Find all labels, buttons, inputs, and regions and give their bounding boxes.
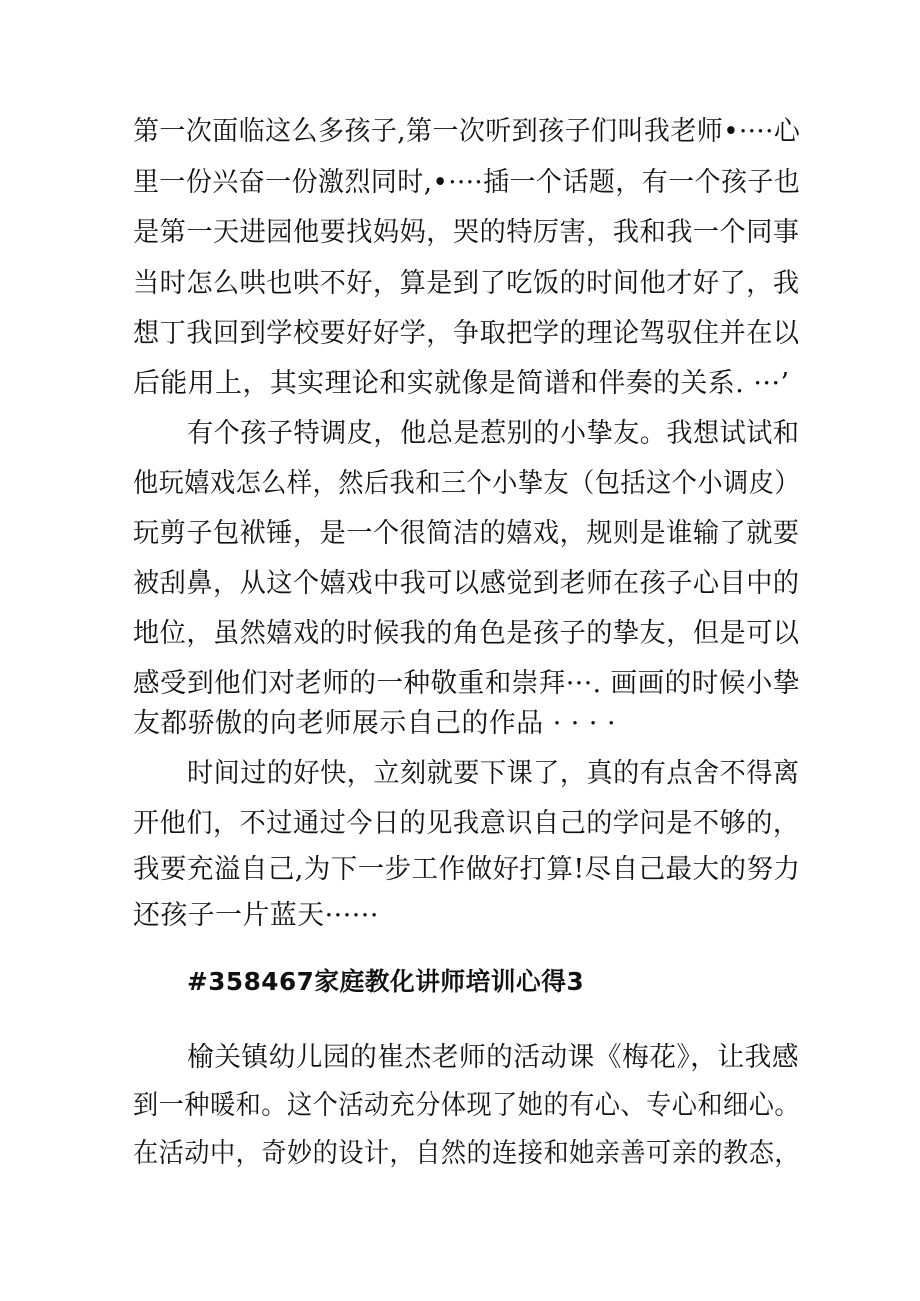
paragraph-line: 感受到他们对老师的一种敬重和崇拜···. 画画的时候小挚 [133,668,800,699]
paragraph-line: 后能用上，其实理论和实就像是简谱和伴奏的关系. ···’ [133,368,790,399]
paragraph-line: 当时怎么哄也哄不好，算是到了吃饭的时间他才好了，我 [133,268,800,299]
paragraph-line: 在活动中，奇妙的设计，自然的连接和她亲善可亲的教态， [133,1138,800,1169]
paragraph-line: 开他们，不过通过今日的见我意识自己的学问是不够的， [133,808,800,839]
paragraph-line: 还孩子一片蓝天······ [133,900,379,931]
paragraph-line: 我要充溢自己,为下一步工作做好打算!尽自己最大的努力 [133,854,801,885]
paragraph-line: 友都骄傲的向老师展示自己的作品 · · · · [133,708,616,739]
paragraph-line: 地位，虽然嬉戏的时候我的角色是孩子的挚友，但是可以 [133,618,800,649]
paragraph-line: 是第一天进园他要找妈妈，哭的特厉害，我和我一个同事 [133,217,800,248]
paragraph-line: 想丁我回到学校要好好学，争取把学的理论驾驭住并在以 [133,318,800,349]
paragraph-line: 有个孩子特调皮，他总是惹别的小挚友。我想试试和 [187,418,800,449]
paragraph-line: 玩剪子包袱锤，是一个很简洁的嬉戏，规则是谁输了就要 [133,518,800,549]
paragraph-line: 到一种暖和。这个活动充分体现了她的有心、专心和细心。 [133,1090,800,1121]
section-heading: #358467家庭教化讲师培训心得3 [187,967,585,996]
paragraph-line: 第一次面临这么多孩子,第一次听到孩子们叫我老师•····心 [133,116,801,147]
paragraph-line: 里一份兴奋一份激烈同时,•····插一个话题，有一个孩子也 [133,167,801,198]
paragraph-line: 被刮鼻，从这个嬉戏中我可以感觉到老师在孩子心目中的 [133,568,800,599]
paragraph-line: 他玩嬉戏怎么样，然后我和三个小挚友（包括这个小调皮） [133,468,800,499]
paragraph-line: 时间过的好快，立刻就要下课了，真的有点舍不得离 [187,758,800,789]
paragraph-line: 榆关镇幼儿园的崔杰老师的活动课《梅花》，让我感 [187,1042,800,1073]
